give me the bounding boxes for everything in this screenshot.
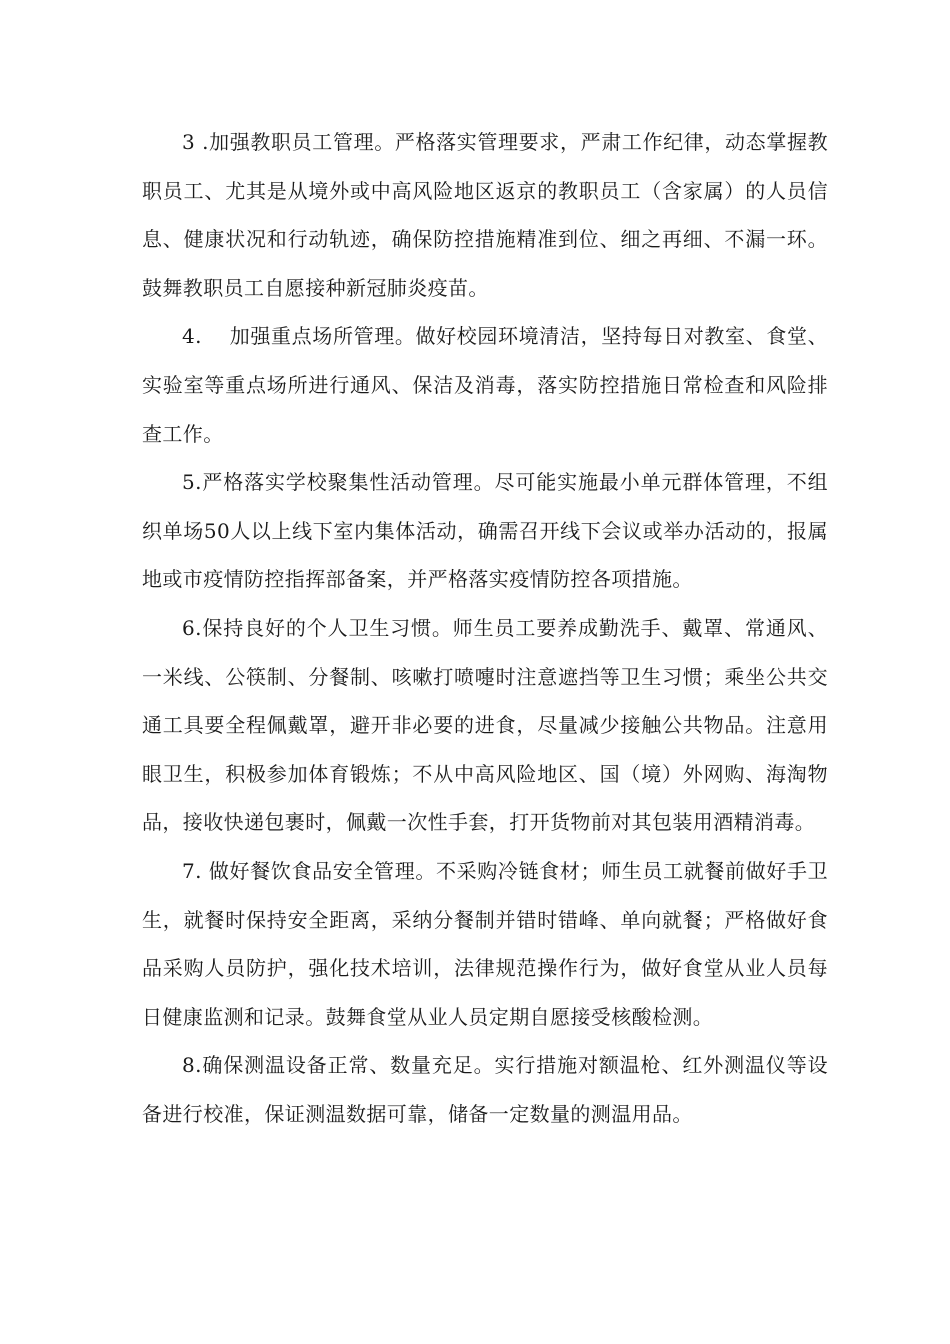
paragraph-item-5: 5.严格落实学校聚集性活动管理。尽可能实施最小单元群体管理，不组织单场50人以上线下室内集体活动，确需召开线下会议或举办活动的，报属地或市疫情防控指挥部备案，并严格落实疫情防控各项措施。	[142, 470, 828, 592]
paragraph-item-3: 3 .加强教职员工管理。严格落实管理要求，严肃工作纪律，动态掌握教职员工、尤其是从境外或中高风险地区返京的教职员工（含家属）的人员信息、健康状况和行动轨迹，确保防控措施精准到位、细之再细、不漏一环。鼓舞教职员工自愿接种新冠肺炎疫苗。	[142, 130, 828, 300]
paragraph-item-6: 6.保持良好的个人卫生习惯。师生员工要养成勤洗手、戴罩、常通风、一米线、公筷制、分餐制、咳嗽打喷嚏时注意遮挡等卫生习惯；乘坐公共交通工具要全程佩戴罩，避开非必要的进食，尽量减少接触公共物品。注意用眼卫生，积极参加体育锻炼；不从中高风险地区、国（境）外网购、海淘物品，接收快递包裹时，佩戴一次性手套，打开货物前对其包装用酒精消毒。	[142, 615, 828, 835]
paragraph-item-7: 7. 做好餐饮食品安全管理。不采购冷链食材；师生员工就餐前做好手卫生，就餐时保持安全距离，采纳分餐制并错时错峰、单向就餐；严格做好食品采购人员防护，强化技术培训，法律规范操作行为，做好食堂从业人员每日健康监测和记录。鼓舞食堂从业人员定期自愿接受核酸检测。	[142, 858, 828, 1029]
paragraph-item-8: 8.确保测温设备正常、数量充足。实行措施对额温枪、红外测温仪等设备进行校准，保证测温数据可靠，储备一定数量的测温用品。	[142, 1053, 828, 1126]
document-body	[142, 118, 828, 1138]
paragraph-item-4: 4. 加强重点场所管理。做好校园环境清洁，坚持每日对教室、食堂、实验室等重点场所进行通风、保洁及消毒，落实防控措施日常检查和风险排查工作。	[142, 324, 828, 446]
